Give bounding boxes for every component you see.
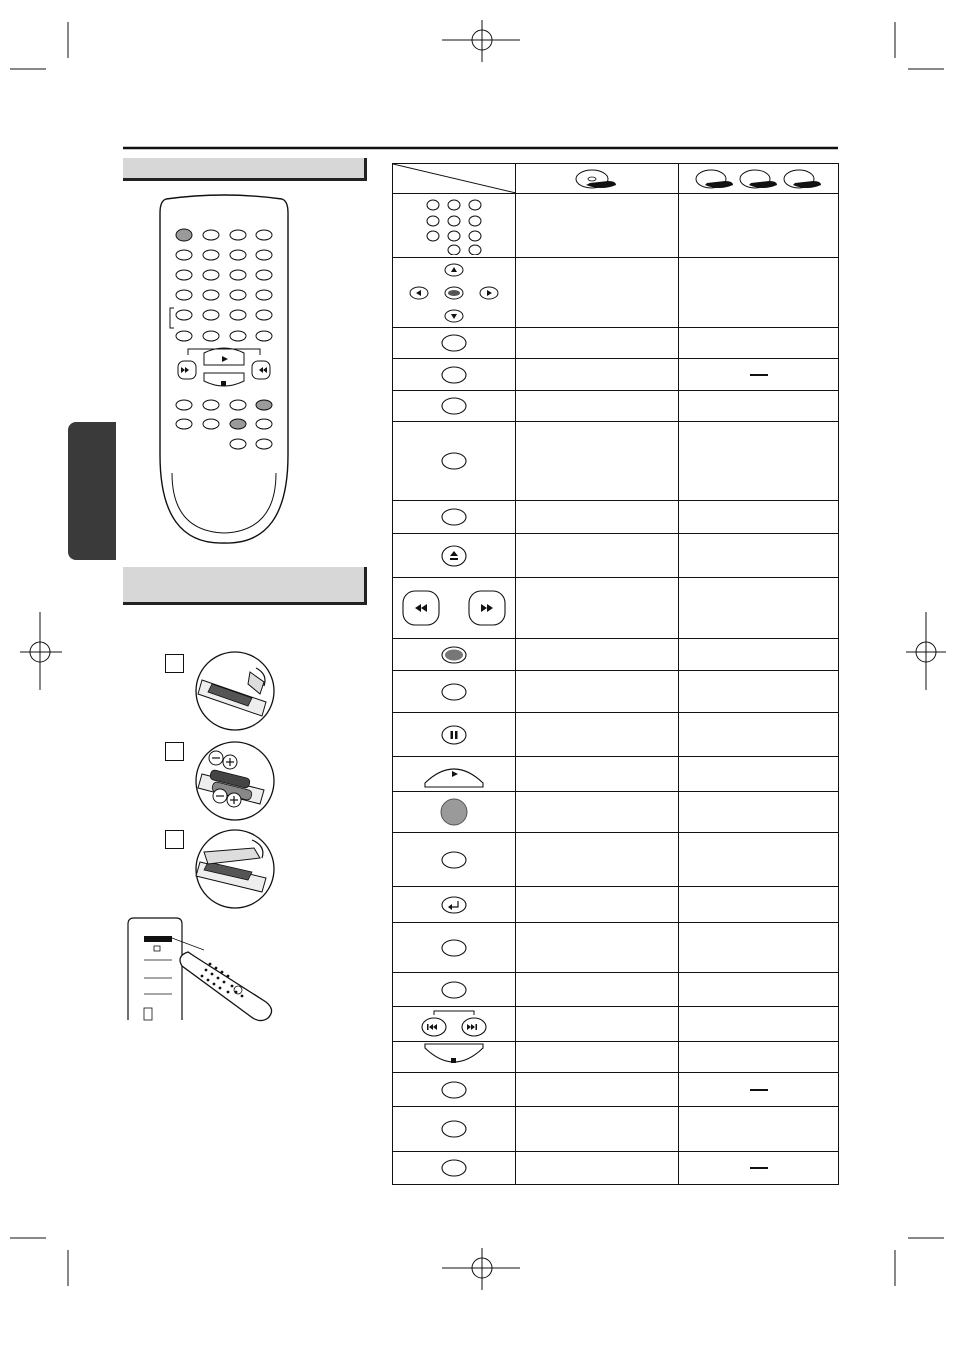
table-row <box>393 639 839 671</box>
dvd-disc-icons <box>689 167 829 191</box>
not-available-dash <box>750 374 768 376</box>
dvd-cell <box>679 422 839 501</box>
cd-cell <box>516 1007 679 1042</box>
cd-cell <box>516 671 679 713</box>
table-row <box>393 1042 839 1073</box>
oval-button-icon <box>440 396 468 416</box>
dvd-cell <box>679 671 839 713</box>
button-cell <box>393 639 516 671</box>
dvd-cell <box>679 359 839 391</box>
cd-disc-icon <box>572 167 622 191</box>
table-row <box>393 833 839 887</box>
not-available-dash <box>750 1089 768 1091</box>
button-cell <box>393 501 516 534</box>
table-row <box>393 713 839 757</box>
button-cell <box>393 887 516 923</box>
cd-cell <box>516 792 679 833</box>
table-row <box>393 887 839 923</box>
play-button-icon <box>419 759 489 789</box>
oval-button-icon <box>440 365 468 385</box>
cd-cell <box>516 534 679 578</box>
button-cell <box>393 923 516 973</box>
section-side-tab <box>68 422 116 560</box>
dvd-cell <box>679 713 839 757</box>
table-row <box>393 1007 839 1042</box>
step-2-box <box>165 742 184 761</box>
cd-cell <box>516 359 679 391</box>
button-cell <box>393 391 516 422</box>
header-dvd-cell <box>679 164 839 194</box>
header-cd-cell <box>516 164 679 194</box>
cd-cell <box>516 501 679 534</box>
aim-remote-at-unit-icon <box>126 916 278 1022</box>
table-row <box>393 391 839 422</box>
cd-cell <box>516 1073 679 1107</box>
table-row <box>393 1107 839 1152</box>
oval-button-icon <box>440 682 468 702</box>
button-cell <box>393 1152 516 1185</box>
dvd-cell <box>679 534 839 578</box>
dvd-cell <box>679 194 839 258</box>
dvd-cell <box>679 1073 839 1107</box>
button-cell <box>393 1107 516 1152</box>
table-row <box>393 973 839 1007</box>
dvd-cell <box>679 328 839 359</box>
step-3-box <box>165 830 184 849</box>
dark-oval-button-icon <box>440 645 468 665</box>
button-cell <box>393 833 516 887</box>
button-cell <box>393 1042 516 1073</box>
open-cover-icon <box>194 650 276 732</box>
dvd-cell <box>679 258 839 328</box>
cd-cell <box>516 1152 679 1185</box>
cd-cell <box>516 887 679 923</box>
dvd-cell <box>679 923 839 973</box>
button-cell <box>393 792 516 833</box>
button-cell <box>393 973 516 1007</box>
cd-cell <box>516 973 679 1007</box>
cd-cell <box>516 422 679 501</box>
eject-button-icon <box>440 544 468 568</box>
rewind-fast-forward-icon <box>399 588 509 628</box>
oval-button-icon <box>440 1080 468 1100</box>
step-1-box <box>165 654 184 673</box>
insert-batteries-icon <box>194 740 276 822</box>
table-row <box>393 422 839 501</box>
button-function-table <box>392 163 839 1185</box>
dvd-cell <box>679 1107 839 1152</box>
dvd-cell <box>679 1152 839 1185</box>
button-cell <box>393 578 516 639</box>
cd-cell <box>516 1107 679 1152</box>
oval-button-icon <box>440 1119 468 1139</box>
dvd-cell <box>679 792 839 833</box>
dvd-cell <box>679 757 839 792</box>
button-cell <box>393 359 516 391</box>
button-cell <box>393 534 516 578</box>
table-row <box>393 359 839 391</box>
button-cell <box>393 194 516 258</box>
oval-button-icon <box>440 1158 468 1178</box>
oval-button-icon <box>440 980 468 1000</box>
cd-cell <box>516 639 679 671</box>
skip-buttons-icon <box>416 1009 492 1039</box>
cd-cell <box>516 1042 679 1073</box>
button-cell <box>393 422 516 501</box>
table-header-row <box>393 164 839 194</box>
table-row <box>393 578 839 639</box>
stop-button-icon <box>419 1042 489 1072</box>
power-button-icon <box>439 797 469 827</box>
cd-cell <box>516 757 679 792</box>
button-cell <box>393 258 516 328</box>
close-cover-icon <box>194 828 276 910</box>
oval-button-icon <box>440 333 468 353</box>
table-row <box>393 671 839 713</box>
number-keypad-icon <box>419 197 489 255</box>
dvd-cell <box>679 1007 839 1042</box>
table-row <box>393 534 839 578</box>
table-row <box>393 923 839 973</box>
cd-cell <box>516 194 679 258</box>
remote-control-icon <box>158 193 290 545</box>
table-row <box>393 194 839 258</box>
cd-cell <box>516 391 679 422</box>
button-cell <box>393 713 516 757</box>
button-cell <box>393 328 516 359</box>
remote-panel-header <box>123 158 367 181</box>
dvd-cell <box>679 501 839 534</box>
button-cell <box>393 671 516 713</box>
cd-cell <box>516 578 679 639</box>
cd-cell <box>516 258 679 328</box>
cd-cell <box>516 713 679 757</box>
dvd-cell <box>679 833 839 887</box>
table-row <box>393 1152 839 1185</box>
oval-button-icon <box>440 850 468 870</box>
table-row <box>393 1073 839 1107</box>
oval-button-icon <box>440 938 468 958</box>
not-available-dash <box>750 1167 768 1169</box>
dvd-cell <box>679 391 839 422</box>
button-cell <box>393 757 516 792</box>
table-row <box>393 501 839 534</box>
table-row <box>393 792 839 833</box>
dvd-cell <box>679 639 839 671</box>
oval-button-icon <box>440 507 468 527</box>
arrow-enter-cursor-icon <box>404 262 504 324</box>
header-corner-cell <box>393 164 516 194</box>
table-row <box>393 328 839 359</box>
return-button-icon <box>440 895 468 915</box>
dvd-cell <box>679 1042 839 1073</box>
cd-cell <box>516 328 679 359</box>
cd-cell <box>516 923 679 973</box>
button-cell <box>393 1007 516 1042</box>
battery-panel-header <box>123 567 367 605</box>
button-cell <box>393 1073 516 1107</box>
oval-button-icon <box>440 451 468 471</box>
table-row <box>393 757 839 792</box>
cd-cell <box>516 833 679 887</box>
table-row <box>393 258 839 328</box>
dvd-cell <box>679 973 839 1007</box>
dvd-cell <box>679 887 839 923</box>
dvd-cell <box>679 578 839 639</box>
pause-button-icon <box>440 724 468 746</box>
